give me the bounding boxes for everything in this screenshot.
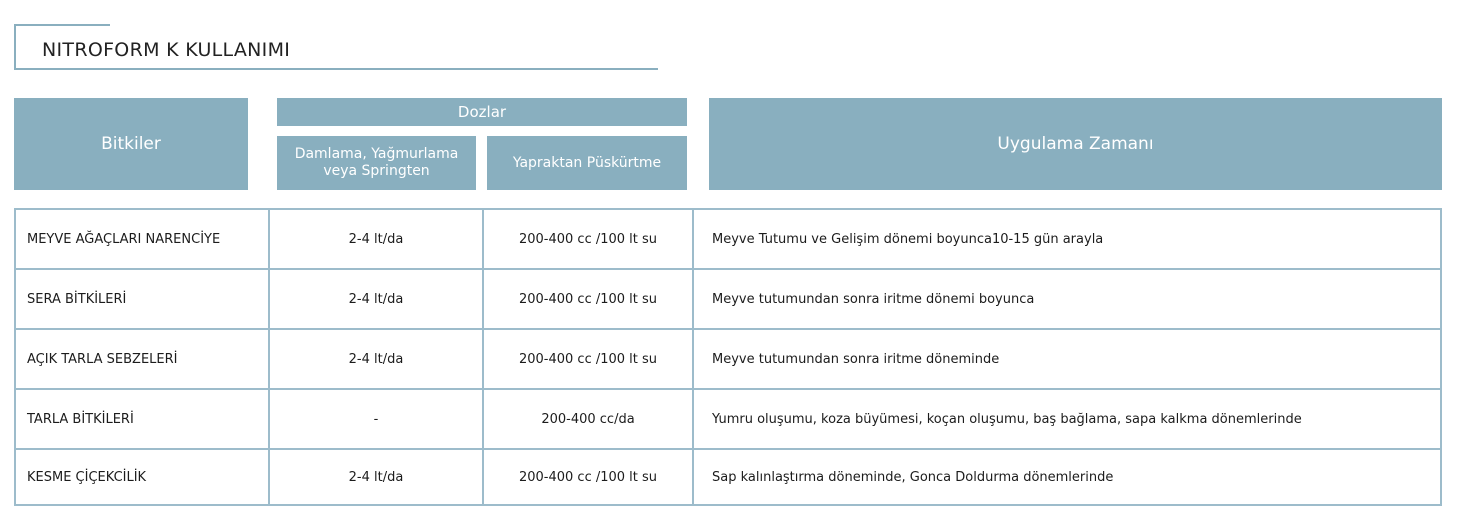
table-row: [16, 390, 1440, 450]
table-row: [16, 450, 1440, 504]
cell-damlama: 2-4 lt/da: [270, 210, 484, 268]
cell-bitki: TARLA BİTKİLERİ: [16, 390, 270, 448]
cell-damlama: 2-4 lt/da: [270, 330, 484, 388]
usage-table: [14, 208, 1442, 506]
cell-zaman: Sap kalınlaştırma döneminde, Gonca Doldurma dönemlerinde: [712, 469, 1114, 485]
cell-bitki: SERA BİTKİLERİ: [16, 270, 270, 328]
cell-yapraktan: 200-400 cc /100 lt su: [484, 330, 694, 388]
cell-yapraktan: 200-400 cc /100 lt su: [484, 450, 694, 504]
table-row: [16, 210, 1440, 270]
header-uygulama-zamani: Uygulama Zamanı: [709, 98, 1442, 190]
cell-damlama: 2-4 lt/da: [270, 450, 484, 504]
table-row: [16, 270, 1440, 330]
cell-zaman: Yumru oluşumu, koza büyümesi, koçan oluşumu, baş bağlama, sapa kalkma dönemlerinde: [712, 411, 1302, 427]
cell-damlama: 2-4 lt/da: [270, 270, 484, 328]
title-frame: [14, 24, 658, 70]
cell-zaman: Meyve tutumundan sonra iritme dönemi boyunca: [712, 291, 1035, 307]
cell-zaman: Meyve tutumundan sonra iritme döneminde: [712, 351, 1000, 367]
table-row: [16, 330, 1440, 390]
header-bitkiler: Bitkiler: [14, 98, 248, 190]
cell-bitki: AÇIK TARLA SEBZELERİ: [16, 330, 270, 388]
cell-bitki: KESME ÇİÇEKCİLİK: [16, 450, 270, 504]
page-title: NITROFORM K KULLANIMI: [42, 39, 291, 61]
cell-yapraktan: 200-400 cc /100 lt su: [484, 270, 694, 328]
header-damlama: Damlama, Yağmurlama veya Springten: [277, 136, 476, 190]
cell-bitki: MEYVE AĞAÇLARI NARENCİYE: [16, 210, 270, 268]
cell-yapraktan: 200-400 cc/da: [484, 390, 694, 448]
header-dozlar: Dozlar: [277, 98, 687, 126]
cell-zaman: Meyve Tutumu ve Gelişim dönemi boyunca10-15 gün arayla: [712, 231, 1104, 247]
cell-yapraktan: 200-400 cc /100 lt su: [484, 210, 694, 268]
header-yapraktan: Yapraktan Püskürtme: [487, 136, 687, 190]
cell-damlama: -: [270, 390, 484, 448]
